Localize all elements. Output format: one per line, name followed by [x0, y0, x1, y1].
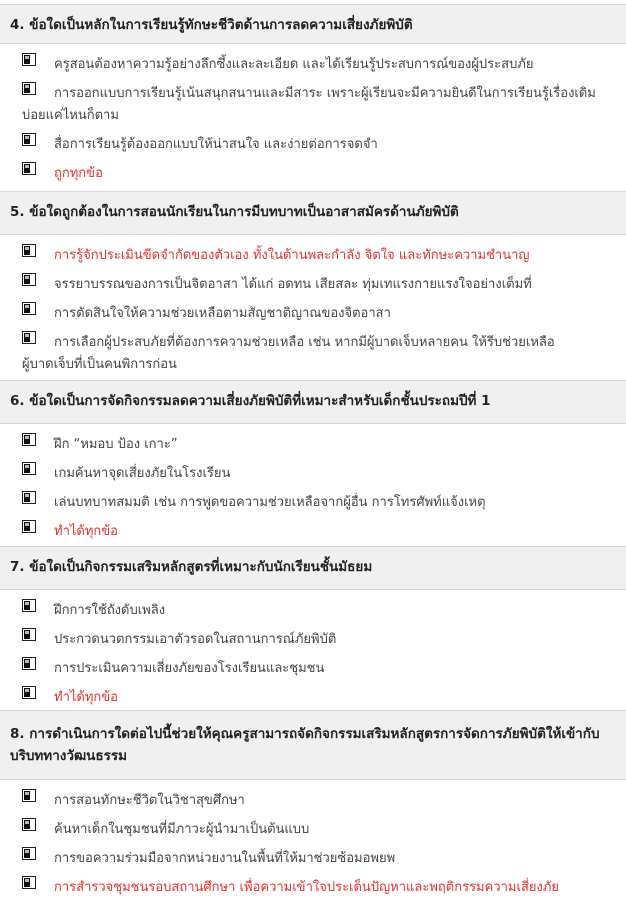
option-checkbox-icon [22, 331, 36, 344]
option-item[interactable] [0, 625, 626, 654]
option-text: การสอนทักษะชีวิตในวิชาสุขศึกษา [54, 793, 245, 808]
option-checkbox-icon [22, 657, 36, 670]
option-item[interactable] [0, 430, 626, 459]
question-8 [0, 710, 626, 902]
question-5 [0, 191, 626, 379]
option-item[interactable] [0, 270, 626, 299]
option-text: ฝึก “หมอบ ป้อง เกาะ” [54, 437, 178, 452]
option-item-correct[interactable] [0, 159, 626, 188]
option-checkbox-icon [22, 599, 36, 612]
question-4 [0, 4, 626, 188]
question-7 [0, 546, 626, 712]
option-checkbox-icon [22, 462, 36, 475]
option-text-continued: ผู้บาดเจ็บที่เป็นคนพิการก่อน [22, 357, 177, 372]
option-checkbox-icon [22, 133, 36, 146]
options-list [0, 780, 626, 902]
option-item[interactable] [0, 844, 626, 873]
option-checkbox-icon [22, 818, 36, 831]
option-checkbox-icon [22, 433, 36, 446]
option-text: ทำได้ทุกข้อ [54, 524, 118, 539]
option-item-correct[interactable] [0, 241, 626, 270]
option-checkbox-icon [22, 520, 36, 533]
option-text: เล่นบทบาทสมมติ เช่น การพูดขอความช่วยเหลือจากผู้อื่น การโทรศัพท์แจ้งเหตุ [54, 495, 486, 510]
option-checkbox-icon [22, 491, 36, 504]
option-text: การประเมินความเสี่ยงภัยของโรงเรียนและชุมชน [54, 661, 325, 676]
option-item-correct[interactable] [0, 683, 626, 712]
option-text: การสำรวจชุมชนรอบสถานศึกษา เพื่อความเข้าใจประเด็นปัญหาและพฤติกรรมความเสี่ยงภัย [54, 880, 560, 895]
option-checkbox-icon [22, 82, 36, 95]
option-text: สื่อการเรียนรู้ต้องออกแบบให้น่าสนใจ และง่ายต่อการจดจำ [54, 137, 378, 152]
option-item[interactable] [0, 786, 626, 815]
option-text: ค้นหาเด็กในชุมชนที่มีภาวะผู้นำมาเป็นต้นแบบ [54, 822, 310, 837]
options-list [0, 590, 626, 712]
option-item[interactable] [0, 596, 626, 625]
option-text: การเลือกผู้ประสบภัยที่ต้องการความช่วยเหลือ เช่น หากมีผู้บาดเจ็บหลายคน ให้รีบช่วยเหลือ [54, 335, 555, 350]
option-checkbox-icon [22, 162, 36, 175]
option-text: ครูสอนต้องหาความรู้อย่างลึกซึ้งและละเอียด และได้เรียนรู้ประสบการณ์ของผู้ประสบภัย [54, 57, 534, 72]
option-checkbox-icon [22, 244, 36, 257]
options-list [0, 44, 626, 188]
option-text: ฝึกการใช้ถังดับเพลิง [54, 603, 166, 618]
option-text: การขอความร่วมมือจากหน่วยงานในพื้นที่ให้มาช่วยซ้อมอพยพ [54, 851, 396, 866]
option-text-continued: บ่อยแค่ไหนก็ตาม [22, 108, 119, 123]
option-item[interactable] [0, 654, 626, 683]
option-checkbox-icon [22, 847, 36, 860]
options-list [0, 235, 626, 379]
option-text: การออกแบบการเรียนรู้เน้นสนุกสนานและมีสาระ เพราะผู้เรียนจะมีความยินดีในการเรียนรู้เรื่องเดิม [54, 86, 596, 101]
option-item-correct[interactable] [0, 517, 626, 546]
option-checkbox-icon [22, 53, 36, 66]
option-text: เกมค้นหาจุดเสี่ยงภัยในโรงเรียน [54, 466, 231, 481]
option-item[interactable] [0, 299, 626, 328]
option-item-correct[interactable] [0, 873, 626, 902]
option-checkbox-icon [22, 876, 36, 889]
option-item[interactable] [0, 79, 626, 130]
question-title: 4. ข้อใดเป็นหลักในการเรียนรู้ทักษะชีวิตด้านการลดความเสี่ยงภัยพิบัติ [0, 4, 626, 44]
option-text: ทำได้ทุกข้อ [54, 690, 118, 705]
question-6 [0, 380, 626, 546]
option-text: การรู้จักประเมินขีดจำกัดของตัวเอง ทั้งในด้านพละกำลัง จิตใจ และทักษะความชำนาญ [54, 248, 530, 263]
question-title: 6. ข้อใดเป็นการจัดกิจกรรมลดความเสี่ยงภัยพิบัติที่เหมาะสำหรับเด็กชั้นประถมปีที่ 1 [0, 380, 626, 424]
option-text: ถูกทุกข้อ [54, 166, 103, 181]
option-checkbox-icon [22, 628, 36, 641]
options-list [0, 424, 626, 546]
option-item[interactable] [0, 50, 626, 79]
question-title [0, 710, 626, 780]
option-checkbox-icon [22, 302, 36, 315]
question-title-line: บริบททางวัฒนธรรม [10, 748, 128, 764]
option-checkbox-icon [22, 686, 36, 699]
option-item[interactable] [0, 459, 626, 488]
question-title: 5. ข้อใดถูกต้องในการสอนนักเรียนในการมีบทบาทเป็นอาสาสมัครด้านภัยพิบัติ [0, 191, 626, 235]
option-item[interactable] [0, 328, 626, 379]
option-text: ประกวดนวตกรรมเอาตัวรอดในสถานการณ์ภัยพิบัติ [54, 632, 337, 647]
option-item[interactable] [0, 815, 626, 844]
question-title: 7. ข้อใดเป็นกิจกรรมเสริมหลักสูตรที่เหมาะกับนักเรียนชั้นมัธยม [0, 546, 626, 590]
option-item[interactable] [0, 130, 626, 159]
question-title-line: 8. การดำเนินการใดต่อไปนี้ช่วยให้คุณครูสามารถจัดกิจกรรมเสริมหลักสูตรการจัดการภัยพิบัติให้เข้ากับ [10, 726, 600, 742]
option-text: จรรยาบรรณของการเป็นจิตอาสา ได้แก่ อดทน เสียสละ ทุ่มเทแรงกายแรงใจอย่างเต็มที่ [54, 277, 532, 292]
option-text: การตัดสินใจให้ความช่วยเหลือตามสัญชาติญาณของจิตอาสา [54, 306, 391, 321]
option-item[interactable] [0, 488, 626, 517]
option-checkbox-icon [22, 789, 36, 802]
option-checkbox-icon [22, 273, 36, 286]
